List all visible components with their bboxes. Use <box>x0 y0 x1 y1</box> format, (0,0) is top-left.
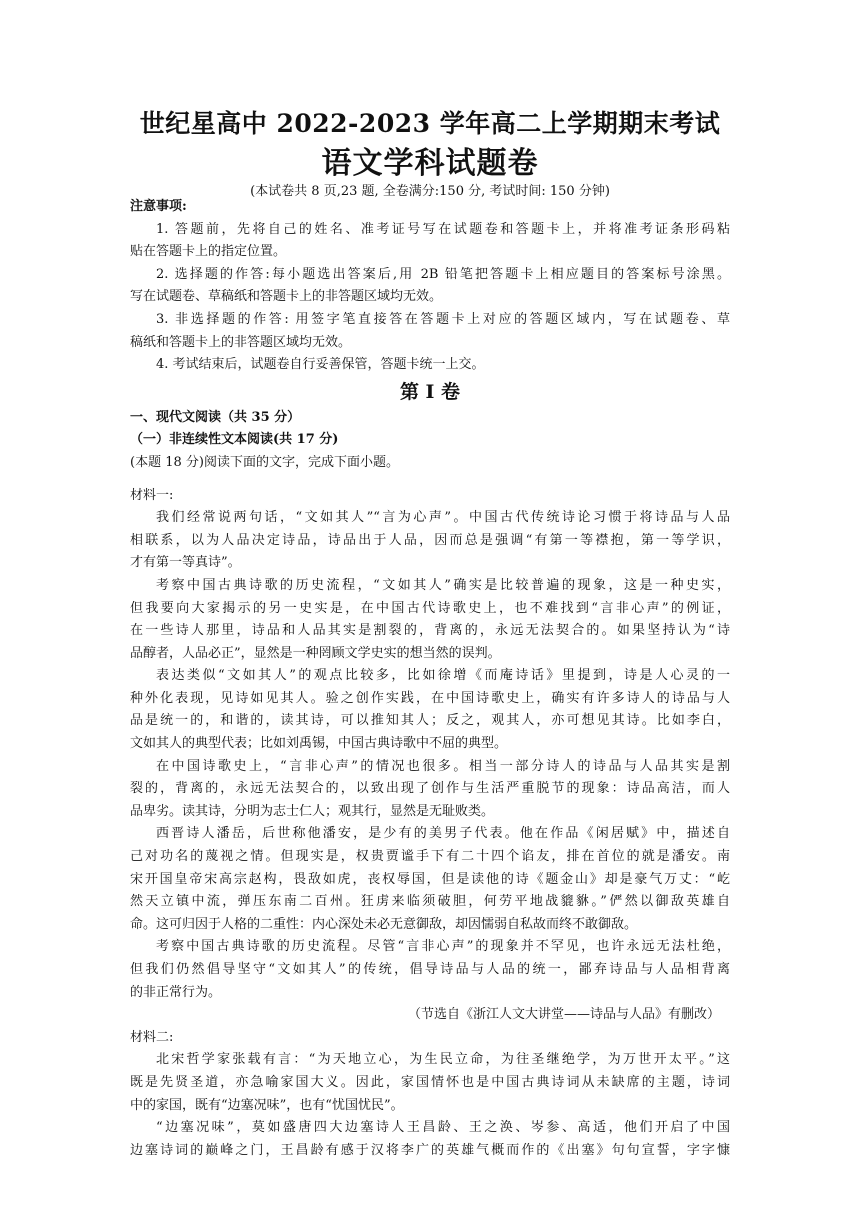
document-body <box>130 196 730 1162</box>
paragraph-line: 然天立镇中流，弹压东南二百州。狂虏来临须破胆，何劳平地战貔貅。”俨然以御敌英雄自 <box>130 894 730 910</box>
material-1-label: 材料一: <box>130 487 174 503</box>
paragraph-line: 考察中国古典诗歌的历史流程。尽管“言非心声”的现象并不罕见，也许永远无法杜绝， <box>156 939 730 955</box>
paragraph-line: 品醇者，人品必正”，显然是一种罔顾文学史实的想当然的误判。 <box>130 645 501 661</box>
paragraph-line: 但我们仍然倡导坚守“文如其人”的传统，倡导诗品与人品的统一，鄙弃诗品与人品相背离 <box>130 962 730 977</box>
paragraph-line: 既是先贤圣道，亦急喻家国大义。因此，家国情怀也是中国古典诗词从未缺席的主题，诗词 <box>130 1074 730 1090</box>
exam-title: 世纪星高中 2022-2023 学年高二上学期期末考试 <box>139 109 721 138</box>
notice-item-3-cont: 稿纸和答题卡上的非答题区域均无效。 <box>130 334 352 350</box>
paragraph-line: 考察中国古典诗歌的历史流程，“文如其人”确实是比较普遍的现象，这是一种史实， <box>156 577 730 593</box>
paragraph-line: 文如其人的典型代表；比如刘禹锡，中国古典诗歌中不屈的典型。 <box>130 736 508 752</box>
paper-title: 语文学科试题卷 <box>321 146 539 181</box>
paragraph-line: 西晋诗人潘岳，后世称他潘安，是少有的美男子代表。他在作品《闲居赋》中，描述自 <box>156 826 730 842</box>
material-2-label: 材料二: <box>130 1029 174 1045</box>
paragraph-line: 中的家国，既有“边塞况味”，也有“忧国忧民”。 <box>130 1097 404 1113</box>
section-heading: 一、现代文阅读（共 35 分） <box>130 409 301 425</box>
source-citation: （节选自《浙江人文大讲堂——诗品与人品》有删改） <box>407 1007 720 1023</box>
paragraph-line: “边塞况味”，莫如盛唐四大边塞诗人王昌龄、王之涣、岑参、高适，他们开启了中国 <box>156 1120 730 1136</box>
paragraph-line: 的非正常行为。 <box>130 984 222 1000</box>
subsection-heading: （一）非连续性文本阅读(共 17 分) <box>130 432 339 448</box>
notice-item-2: 2. 选择题的作答:每小题选出答案后,用 2B 铅笔把答题卡上相应题目的答案标号涂黑。 <box>156 266 730 282</box>
paragraph-line: 品卑劣。读其诗，分明为志士仁人；观其行，显然是无耻败类。 <box>130 803 495 819</box>
notice-item-1: 1. 答题前，先将自己的姓名、准考证号写在试题卷和答题卡上，并将准考证条形码粘 <box>156 221 730 237</box>
paragraph-line: 北宋哲学家张载有言：“为天地立心，为生民立命，为往圣继绝学，为万世开太平。”这 <box>156 1052 730 1068</box>
paragraph-line: 裂的，背离的，永远无法契合的，以致出现了创作与生活严重脱节的现象：诗品高洁，而人 <box>130 781 730 797</box>
paragraph-line: 在一些诗人那里，诗品和人品其实是割裂的，背离的，永远无法契合的。如果坚持认为“诗 <box>130 623 730 639</box>
paragraph-line: 我们经常说两句话，“文如其人”“言为心声”。中国古代传统诗论习惯于将诗品与人品 <box>156 510 730 526</box>
paragraph-line: 但我要向大家揭示的另一史实是，在中国古代诗歌史上，也不难找到“言非心声”的例证， <box>130 600 730 616</box>
paragraph-line: 命。这可归因于人格的二重性：内心深处未必无意御敌，却因懦弱自私故而终不敢御敌。 <box>130 916 638 932</box>
notice-item-1-cont: 贴在答题卡上的指定位置。 <box>130 244 287 260</box>
paragraph-line: 种外化表现，见诗如见其人。验之创作实践，在中国诗歌史上，确实有许多诗人的诗品与人 <box>130 690 730 706</box>
notice-item-3: 3. 非选择题的作答: 用签字笔直接答在答题卡上对应的答题区域内，写在试题卷、草 <box>156 311 730 327</box>
paragraph-line: 表达类似“文如其人”的观点比较多，比如徐增《而庵诗话》里提到，诗是人心灵的一 <box>156 668 730 684</box>
paragraph-line: 才有第一等真诗”。 <box>130 555 241 571</box>
notice-heading: 注意事项: <box>130 199 187 214</box>
paragraph-line: 边塞诗词的巅峰之门，王昌龄有感于汉将李广的英雄气概而作的《出塞》句句宣誓，字字慷 <box>130 1142 730 1158</box>
notice-item-4: 4. 考试结束后，试题卷自行妥善保管，答题卡统一上交。 <box>156 357 485 373</box>
paragraph-line: 在中国诗歌史上，“言非心声”的情况也很多。相当一部分诗人的诗品与人品其实是割 <box>156 758 730 774</box>
notice-item-2-cont: 写在试题卷、草稿纸和答题卡上的非答题区域均无效。 <box>130 289 443 305</box>
paragraph-line: 相联系，以为人品决定诗品，诗品出于人品，因而总是强调“有第一等襟抱，第一等学识， <box>130 532 730 548</box>
paragraph-line: 品是统一的，和谐的，读其诗，可以推知其人；反之，观其人，亦可想见其诗。比如李白， <box>130 713 730 729</box>
exam-info: (本试卷共 8 页,23 题, 全卷满分:150 分, 考试时间: 150 分钟) <box>250 184 610 199</box>
reading-instruction: (本题 18 分)阅读下面的文字，完成下面小题。 <box>130 454 399 470</box>
volume-title: 第 Ⅰ 卷 <box>399 380 461 403</box>
paragraph-line: 宋开国皇帝宋高宗赵构，畏敌如虎，丧权辱国，但是读他的诗《题金山》却是豪气万丈：“屹 <box>130 871 730 887</box>
paragraph-line: 己对功名的蔑视之情。但现实是，权贵贾谧手下有二十四个谄友，排在首位的就是潘安。南 <box>130 849 730 865</box>
